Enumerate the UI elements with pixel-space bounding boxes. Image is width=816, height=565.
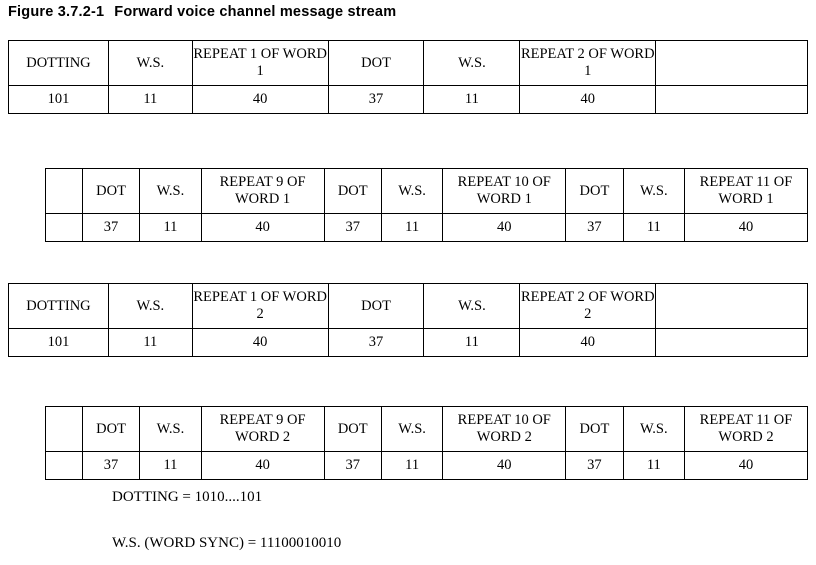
cell-label: W.S. xyxy=(108,284,192,329)
table-word1-start xyxy=(8,40,808,114)
cell-value: 40 xyxy=(443,214,566,242)
table-row xyxy=(9,284,808,329)
cell-value: 11 xyxy=(424,329,520,357)
table-row xyxy=(9,41,808,86)
cell-value-blank xyxy=(656,86,808,114)
table-word2-start xyxy=(8,283,808,357)
figure-title xyxy=(8,4,396,20)
cell-label-blank xyxy=(46,169,83,214)
cell-label: DOT xyxy=(328,41,424,86)
cell-value: 40 xyxy=(520,329,656,357)
cell-value: 11 xyxy=(108,329,192,357)
cell-value: 11 xyxy=(381,214,442,242)
cell-value: 37 xyxy=(324,452,381,480)
table-row xyxy=(46,169,808,214)
cell-label: W.S. xyxy=(424,41,520,86)
table-row xyxy=(9,329,808,357)
table-row xyxy=(46,452,808,480)
cell-label: REPEAT 2 OF WORD 2 xyxy=(520,284,656,329)
cell-value: 11 xyxy=(381,452,442,480)
cell-value: 40 xyxy=(685,214,808,242)
cell-value-blank xyxy=(46,452,83,480)
cell-value: 101 xyxy=(9,329,109,357)
cell-value: 40 xyxy=(201,214,324,242)
cell-value: 101 xyxy=(9,86,109,114)
cell-label-blank xyxy=(656,284,808,329)
table-row xyxy=(46,407,808,452)
table-word1-end xyxy=(45,168,808,242)
cell-value: 11 xyxy=(140,214,201,242)
cell-label: W.S. xyxy=(424,284,520,329)
cell-value: 11 xyxy=(623,214,684,242)
cell-label-blank xyxy=(46,407,83,452)
cell-label: DOTTING xyxy=(9,284,109,329)
cell-label: DOT xyxy=(82,169,139,214)
table-row xyxy=(46,214,808,242)
cell-label: W.S. xyxy=(381,169,442,214)
figure-caption: Forward voice channel message stream xyxy=(114,4,397,20)
cell-value: 40 xyxy=(192,86,328,114)
cell-value: 37 xyxy=(566,214,623,242)
cell-label: DOTTING xyxy=(9,41,109,86)
cell-label: DOT xyxy=(82,407,139,452)
cell-label: W.S. xyxy=(140,407,201,452)
cell-label: DOT xyxy=(324,169,381,214)
cell-value: 40 xyxy=(192,329,328,357)
cell-label: REPEAT 1 OF WORD 2 xyxy=(192,284,328,329)
cell-value: 11 xyxy=(623,452,684,480)
cell-value: 37 xyxy=(82,214,139,242)
cell-label: DOT xyxy=(324,407,381,452)
cell-value: 11 xyxy=(424,86,520,114)
cell-label: W.S. xyxy=(140,169,201,214)
table-row xyxy=(9,86,808,114)
cell-label: W.S. xyxy=(623,407,684,452)
cell-label: REPEAT 11 OF WORD 1 xyxy=(685,169,808,214)
cell-label: REPEAT 10 OF WORD 2 xyxy=(443,407,566,452)
cell-value: 37 xyxy=(328,329,424,357)
cell-label: DOT xyxy=(328,284,424,329)
cell-label-blank xyxy=(656,41,808,86)
cell-label: W.S. xyxy=(623,169,684,214)
cell-label: DOT xyxy=(566,407,623,452)
cell-value: 40 xyxy=(520,86,656,114)
cell-label: W.S. xyxy=(381,407,442,452)
cell-label: REPEAT 9 OF WORD 2 xyxy=(201,407,324,452)
cell-value: 37 xyxy=(324,214,381,242)
cell-label: REPEAT 11 OF WORD 2 xyxy=(685,407,808,452)
cell-value: 40 xyxy=(443,452,566,480)
table-word2-end xyxy=(45,406,808,480)
note-dotting: DOTTING = 1010....101 xyxy=(112,489,263,505)
cell-value: 40 xyxy=(685,452,808,480)
cell-value: 37 xyxy=(566,452,623,480)
cell-label: REPEAT 10 OF WORD 1 xyxy=(443,169,566,214)
cell-value: 11 xyxy=(108,86,192,114)
cell-label: REPEAT 9 OF WORD 1 xyxy=(201,169,324,214)
cell-label: REPEAT 1 OF WORD 1 xyxy=(192,41,328,86)
cell-value: 40 xyxy=(201,452,324,480)
cell-label: REPEAT 2 OF WORD 1 xyxy=(520,41,656,86)
cell-value-blank xyxy=(656,329,808,357)
cell-value: 11 xyxy=(140,452,201,480)
figure-number: Figure 3.7.2-1 xyxy=(8,4,105,20)
note-word-sync: W.S. (WORD SYNC) = 11100010010 xyxy=(112,535,342,551)
cell-value: 37 xyxy=(328,86,424,114)
cell-value: 37 xyxy=(82,452,139,480)
cell-label: W.S. xyxy=(108,41,192,86)
cell-label: DOT xyxy=(566,169,623,214)
cell-value-blank xyxy=(46,214,83,242)
